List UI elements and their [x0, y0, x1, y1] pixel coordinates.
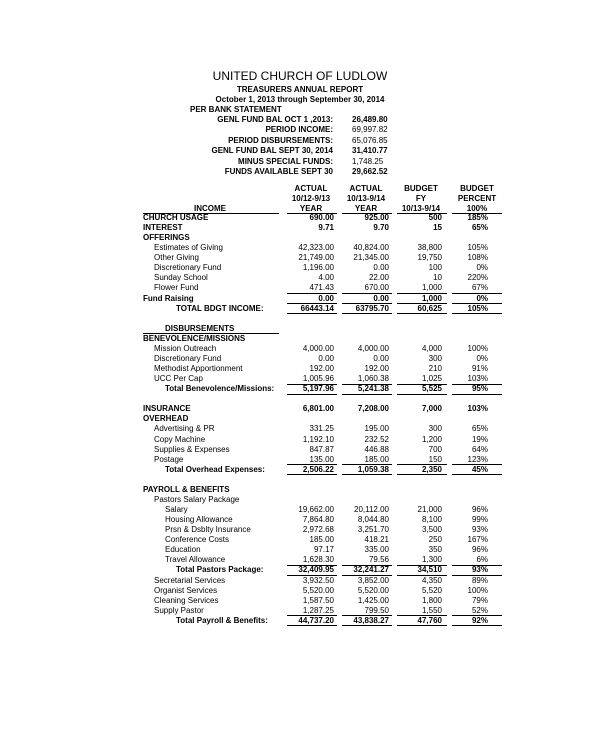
- row-value-col1: 66443.14: [300, 303, 334, 313]
- row-value-col2: 3,251.70: [357, 525, 389, 535]
- row-value-col4: 65%: [471, 223, 488, 233]
- row-value-col3: 300: [428, 353, 442, 363]
- col2-head-2: 10/13-9/14: [346, 194, 386, 203]
- row-value-col3: 100: [428, 263, 442, 273]
- row-value-col1: 19,662.00: [298, 505, 334, 515]
- row-value-col2: 0.00: [373, 353, 389, 363]
- row-value-col1: 4,000.00: [302, 343, 334, 353]
- row-value-col1: 0.00: [318, 293, 334, 303]
- summary-label: GENL FUND BAL OCT 1 ,2013:: [217, 115, 333, 124]
- total-rule: [342, 313, 392, 314]
- summary-label: PERIOD INCOME:: [265, 125, 333, 135]
- row-value-col1: 690.00: [309, 213, 334, 222]
- row-value-col1: 331.25: [309, 424, 334, 434]
- row-value-col2: 43,838.27: [353, 615, 389, 625]
- total-rule: [342, 394, 392, 395]
- row-value-col3: 210: [428, 364, 442, 374]
- row-value-col2: 0.00: [373, 263, 389, 273]
- col4-head-1: BUDGET: [460, 184, 494, 193]
- row-label: Supply Pastor: [154, 605, 204, 615]
- row-value-col2: 185.00: [364, 454, 389, 464]
- total-rule: [452, 313, 502, 314]
- row-label: Total Overhead Expenses:: [165, 464, 265, 474]
- row-value-col3: 8,100: [421, 515, 442, 525]
- bank-statement-label: PER BANK STATEMENT: [190, 105, 282, 114]
- row-value-col1: 192.00: [309, 364, 334, 374]
- row-value-col2: 3,852.00: [357, 575, 389, 585]
- total-rule: [452, 394, 502, 395]
- row-value-col1: 2,506.22: [302, 464, 334, 474]
- row-value-col4: 99%: [471, 515, 488, 525]
- row-value-col4: 0%: [476, 293, 488, 303]
- row-value-col3: 38,800: [417, 243, 442, 253]
- row-value-col4: 45%: [471, 464, 488, 474]
- row-label: Cleaning Services: [154, 595, 219, 605]
- row-value-col1: 6,801.00: [302, 404, 334, 414]
- row-value-col4: 103%: [467, 404, 488, 414]
- row-value-col3: 1,550: [421, 605, 442, 615]
- row-value-col3: 1,300: [421, 555, 442, 565]
- row-value-col3: 21,000: [417, 505, 442, 515]
- row-value-col4: 95%: [471, 384, 488, 394]
- row-value-col4: 64%: [471, 444, 488, 454]
- col2-head-3: YEAR: [354, 204, 378, 213]
- row-value-col3: 3,500: [421, 525, 442, 535]
- summary-label: FUNDS AVAILABLE SEPT 30: [224, 167, 333, 176]
- row-value-col1: 7,864.80: [302, 515, 334, 525]
- row-label: Mission Outreach: [154, 343, 217, 353]
- row-label: Total Benevolence/Missions:: [165, 384, 275, 394]
- row-value-col1: 471.43: [309, 283, 334, 293]
- row-label: Prsn & Dsblty Insurance: [165, 525, 251, 535]
- row-value-col1: 847.87: [309, 444, 334, 454]
- summary-value: 26,489.80: [352, 115, 388, 124]
- row-value-col2: 192.00: [364, 364, 389, 374]
- col4-head-2: PERCENT: [457, 194, 497, 203]
- row-value-col4: 100%: [467, 585, 488, 595]
- row-value-col1: 3,932.50: [302, 575, 334, 585]
- row-value-col4: 67%: [471, 283, 488, 293]
- row-label: INTEREST: [143, 223, 183, 233]
- total-rule: [452, 474, 502, 475]
- summary-label: MINUS SPECIAL FUNDS:: [238, 156, 333, 166]
- report-subtitle: TREASURERS ANNUAL REPORT: [236, 85, 364, 94]
- row-value-col1: 1,192.10: [302, 434, 334, 444]
- row-value-col4: 93%: [471, 525, 488, 535]
- row-value-col3: 34,510: [417, 565, 442, 575]
- row-value-col1: 1,628.30: [302, 555, 334, 565]
- row-value-col1: 9.71: [318, 223, 334, 233]
- row-label: CHURCH USAGE: [143, 213, 209, 222]
- row-label: INSURANCE: [143, 404, 191, 414]
- summary-label: GENL FUND BAL SEPT 30, 2014: [211, 146, 333, 156]
- total-rule: [287, 474, 337, 475]
- row-value-col3: 4,350: [421, 575, 442, 585]
- row-value-col2: 418.21: [364, 535, 389, 545]
- total-rule: [342, 625, 392, 626]
- total-rule: [287, 394, 337, 395]
- row-value-col2: 4,000.00: [357, 343, 389, 353]
- row-value-col4: 108%: [467, 253, 488, 263]
- row-value-col1: 5,197.96: [302, 384, 334, 394]
- row-value-col2: 40,824.00: [353, 243, 389, 253]
- row-value-col4: 167%: [467, 535, 488, 545]
- row-value-col1: 1,587.50: [302, 595, 334, 605]
- row-value-col2: 0.00: [373, 293, 389, 303]
- row-label: Copy Machine: [154, 434, 206, 444]
- row-value-col1: 21,749.00: [298, 253, 334, 263]
- row-label: Education: [165, 545, 201, 555]
- row-value-col4: 91%: [471, 364, 488, 374]
- row-value-col3: 1,000: [421, 283, 442, 293]
- row-value-col1: 2,972.68: [302, 525, 334, 535]
- row-value-col3: 60,625: [417, 303, 442, 313]
- total-rule: [452, 625, 502, 626]
- summary-value: 31,410.77: [352, 146, 388, 156]
- row-value-col3: 19,750: [417, 253, 442, 263]
- row-value-col4: 105%: [467, 303, 488, 313]
- row-value-col4: 96%: [471, 545, 488, 555]
- row-label: Discretionary Fund: [154, 353, 222, 363]
- row-value-col2: 63795.70: [355, 303, 389, 313]
- row-value-col3: 1,025: [421, 374, 442, 384]
- summary-label: PERIOD DISBURSEMENTS:: [228, 135, 333, 145]
- row-value-col2: 21,345.00: [353, 253, 389, 263]
- row-label: Discretionary Fund: [154, 263, 222, 273]
- row-value-col1: 1,196.00: [302, 263, 334, 273]
- row-value-col4: 19%: [471, 434, 488, 444]
- total-rule: [397, 313, 447, 314]
- row-value-col1: 1,287.25: [302, 605, 334, 615]
- row-label: Pastors Salary Package: [154, 494, 240, 504]
- row-value-col3: 350: [428, 545, 442, 555]
- row-value-col2: 799.50: [364, 605, 389, 615]
- row-value-col1: 1,005.96: [302, 374, 334, 384]
- summary-value: 65,076.85: [352, 135, 388, 145]
- row-label: Housing Allowance: [165, 515, 233, 525]
- row-label: UCC Per Cap: [154, 374, 203, 384]
- row-value-col3: 47,760: [417, 615, 442, 625]
- row-value-col2: 5,520.00: [357, 585, 389, 595]
- row-label: TOTAL BDGT INCOME:: [176, 303, 264, 313]
- row-label: Other Giving: [154, 253, 199, 263]
- row-value-col3: 1,800: [421, 595, 442, 605]
- col3-head-3: 10/13-9/14: [401, 204, 441, 213]
- row-value-col1: 97.17: [313, 545, 334, 555]
- row-label: Total Payroll & Benefits:: [176, 615, 268, 625]
- row-value-col4: 92%: [471, 615, 488, 625]
- col1-head-3: YEAR: [299, 204, 323, 213]
- row-value-col2: 1,060.38: [357, 374, 389, 384]
- row-value-col2: 79.56: [368, 555, 389, 565]
- row-value-col2: 335.00: [364, 545, 389, 555]
- col4-head-3: 100%: [466, 204, 488, 213]
- row-value-col2: 9.70: [373, 223, 389, 233]
- row-label: Secretarial Services: [154, 575, 226, 585]
- row-value-col2: 8,044.80: [357, 515, 389, 525]
- col1-head-1: ACTUAL: [294, 184, 328, 193]
- row-value-col3: 1,200: [421, 434, 442, 444]
- row-value-col3: 1,000: [421, 293, 442, 303]
- row-value-col4: 0%: [476, 353, 488, 363]
- row-value-col4: 123%: [467, 454, 488, 464]
- row-value-col3: 300: [428, 424, 442, 434]
- row-value-col1: 135.00: [309, 454, 334, 464]
- row-value-col2: 1,425.00: [357, 595, 389, 605]
- row-label: Organist Services: [154, 585, 218, 595]
- total-rule: [287, 313, 337, 314]
- report-title: UNITED CHURCH OF LUDLOW: [212, 69, 388, 83]
- col3-head-2: FY: [415, 194, 427, 203]
- row-label: Flower Fund: [154, 283, 199, 293]
- row-value-col4: 220%: [467, 273, 488, 283]
- summary-value: 1,748.25: [352, 156, 384, 166]
- col2-head-1: ACTUAL: [349, 184, 383, 193]
- col3-head-1: BUDGET: [404, 184, 438, 193]
- row-label: OVERHEAD: [143, 414, 189, 424]
- row-value-col4: 103%: [467, 374, 488, 384]
- row-value-col1: 32,409.95: [298, 565, 334, 575]
- row-value-col3: 5,520: [421, 585, 442, 595]
- row-value-col2: 22.00: [368, 273, 389, 283]
- row-value-col2: 1,059.38: [357, 464, 389, 474]
- row-value-col2: 5,241.38: [357, 384, 389, 394]
- row-value-col1: 42,323.00: [298, 243, 334, 253]
- row-label: OFFERINGS: [143, 233, 190, 243]
- row-label: BENEVOLENCE/MISSIONS: [143, 333, 246, 343]
- summary-value: 69,997.82: [352, 125, 388, 135]
- row-value-col4: 96%: [471, 505, 488, 515]
- total-rule: [342, 474, 392, 475]
- row-value-col3: 500: [428, 213, 442, 222]
- section-rule: [143, 333, 279, 334]
- row-value-col3: 700: [428, 444, 442, 454]
- row-value-col3: 250: [428, 535, 442, 545]
- row-value-col2: 195.00: [364, 424, 389, 434]
- row-label: PAYROLL & BENEFITS: [143, 484, 230, 494]
- row-label: Methodist Apportionment: [154, 364, 243, 374]
- row-label: Fund Raising: [143, 293, 194, 303]
- row-label: Sunday School: [154, 273, 208, 283]
- income-heading: INCOME: [194, 204, 226, 213]
- row-value-col1: 44,737.20: [298, 615, 334, 625]
- row-label: Total Pastors Package:: [176, 565, 264, 575]
- total-rule: [397, 625, 447, 626]
- row-value-col4: 0%: [476, 263, 488, 273]
- row-label: Advertising & PR: [154, 424, 215, 434]
- row-value-col3: 10: [433, 273, 442, 283]
- row-value-col3: 150: [428, 454, 442, 464]
- row-label: DISBURSEMENTS: [165, 323, 235, 333]
- row-label: Salary: [165, 505, 188, 515]
- row-value-col2: 446.88: [364, 444, 389, 454]
- total-rule: [287, 625, 337, 626]
- row-value-col1: 4.00: [318, 273, 334, 283]
- row-value-col4: 100%: [467, 343, 488, 353]
- row-label: Conference Costs: [165, 535, 230, 545]
- row-value-col1: 5,520.00: [302, 585, 334, 595]
- row-value-col2: 670.00: [364, 283, 389, 293]
- report-period: October 1, 2013 through September 30, 2014: [215, 95, 385, 104]
- row-value-col2: 20,112.00: [354, 505, 389, 515]
- row-value-col2: 925.00: [364, 213, 389, 222]
- row-value-col2: 232.52: [364, 434, 389, 444]
- row-value-col4: 89%: [471, 575, 488, 585]
- row-value-col2: 32,241.27: [353, 565, 389, 575]
- row-label: Travel Allowance: [165, 555, 226, 565]
- total-rule: [397, 474, 447, 475]
- row-value-col1: 0.00: [318, 353, 334, 363]
- row-label: Postage: [154, 454, 184, 464]
- row-label: Estimates of Giving: [154, 243, 223, 253]
- row-value-col3: 5,525: [421, 384, 442, 394]
- row-value-col3: 4,000: [421, 343, 442, 353]
- col1-head-2: 10/12-9/13: [291, 194, 331, 203]
- row-value-col2: 7,208.00: [357, 404, 389, 414]
- row-value-col3: 7,000: [421, 404, 442, 414]
- row-value-col4: 93%: [471, 565, 488, 575]
- row-label: Supplies & Expenses: [154, 444, 230, 454]
- row-value-col4: 52%: [471, 605, 488, 615]
- row-value-col1: 185.00: [309, 535, 334, 545]
- row-value-col4: 65%: [471, 424, 488, 434]
- summary-value: 29,662.52: [352, 167, 388, 176]
- row-value-col4: 6%: [476, 555, 488, 565]
- row-value-col3: 15: [433, 223, 442, 233]
- row-value-col4: 105%: [467, 243, 488, 253]
- row-value-col4: 185%: [467, 213, 488, 222]
- row-value-col4: 79%: [471, 595, 488, 605]
- total-rule: [397, 394, 447, 395]
- row-value-col3: 2,350: [421, 464, 442, 474]
